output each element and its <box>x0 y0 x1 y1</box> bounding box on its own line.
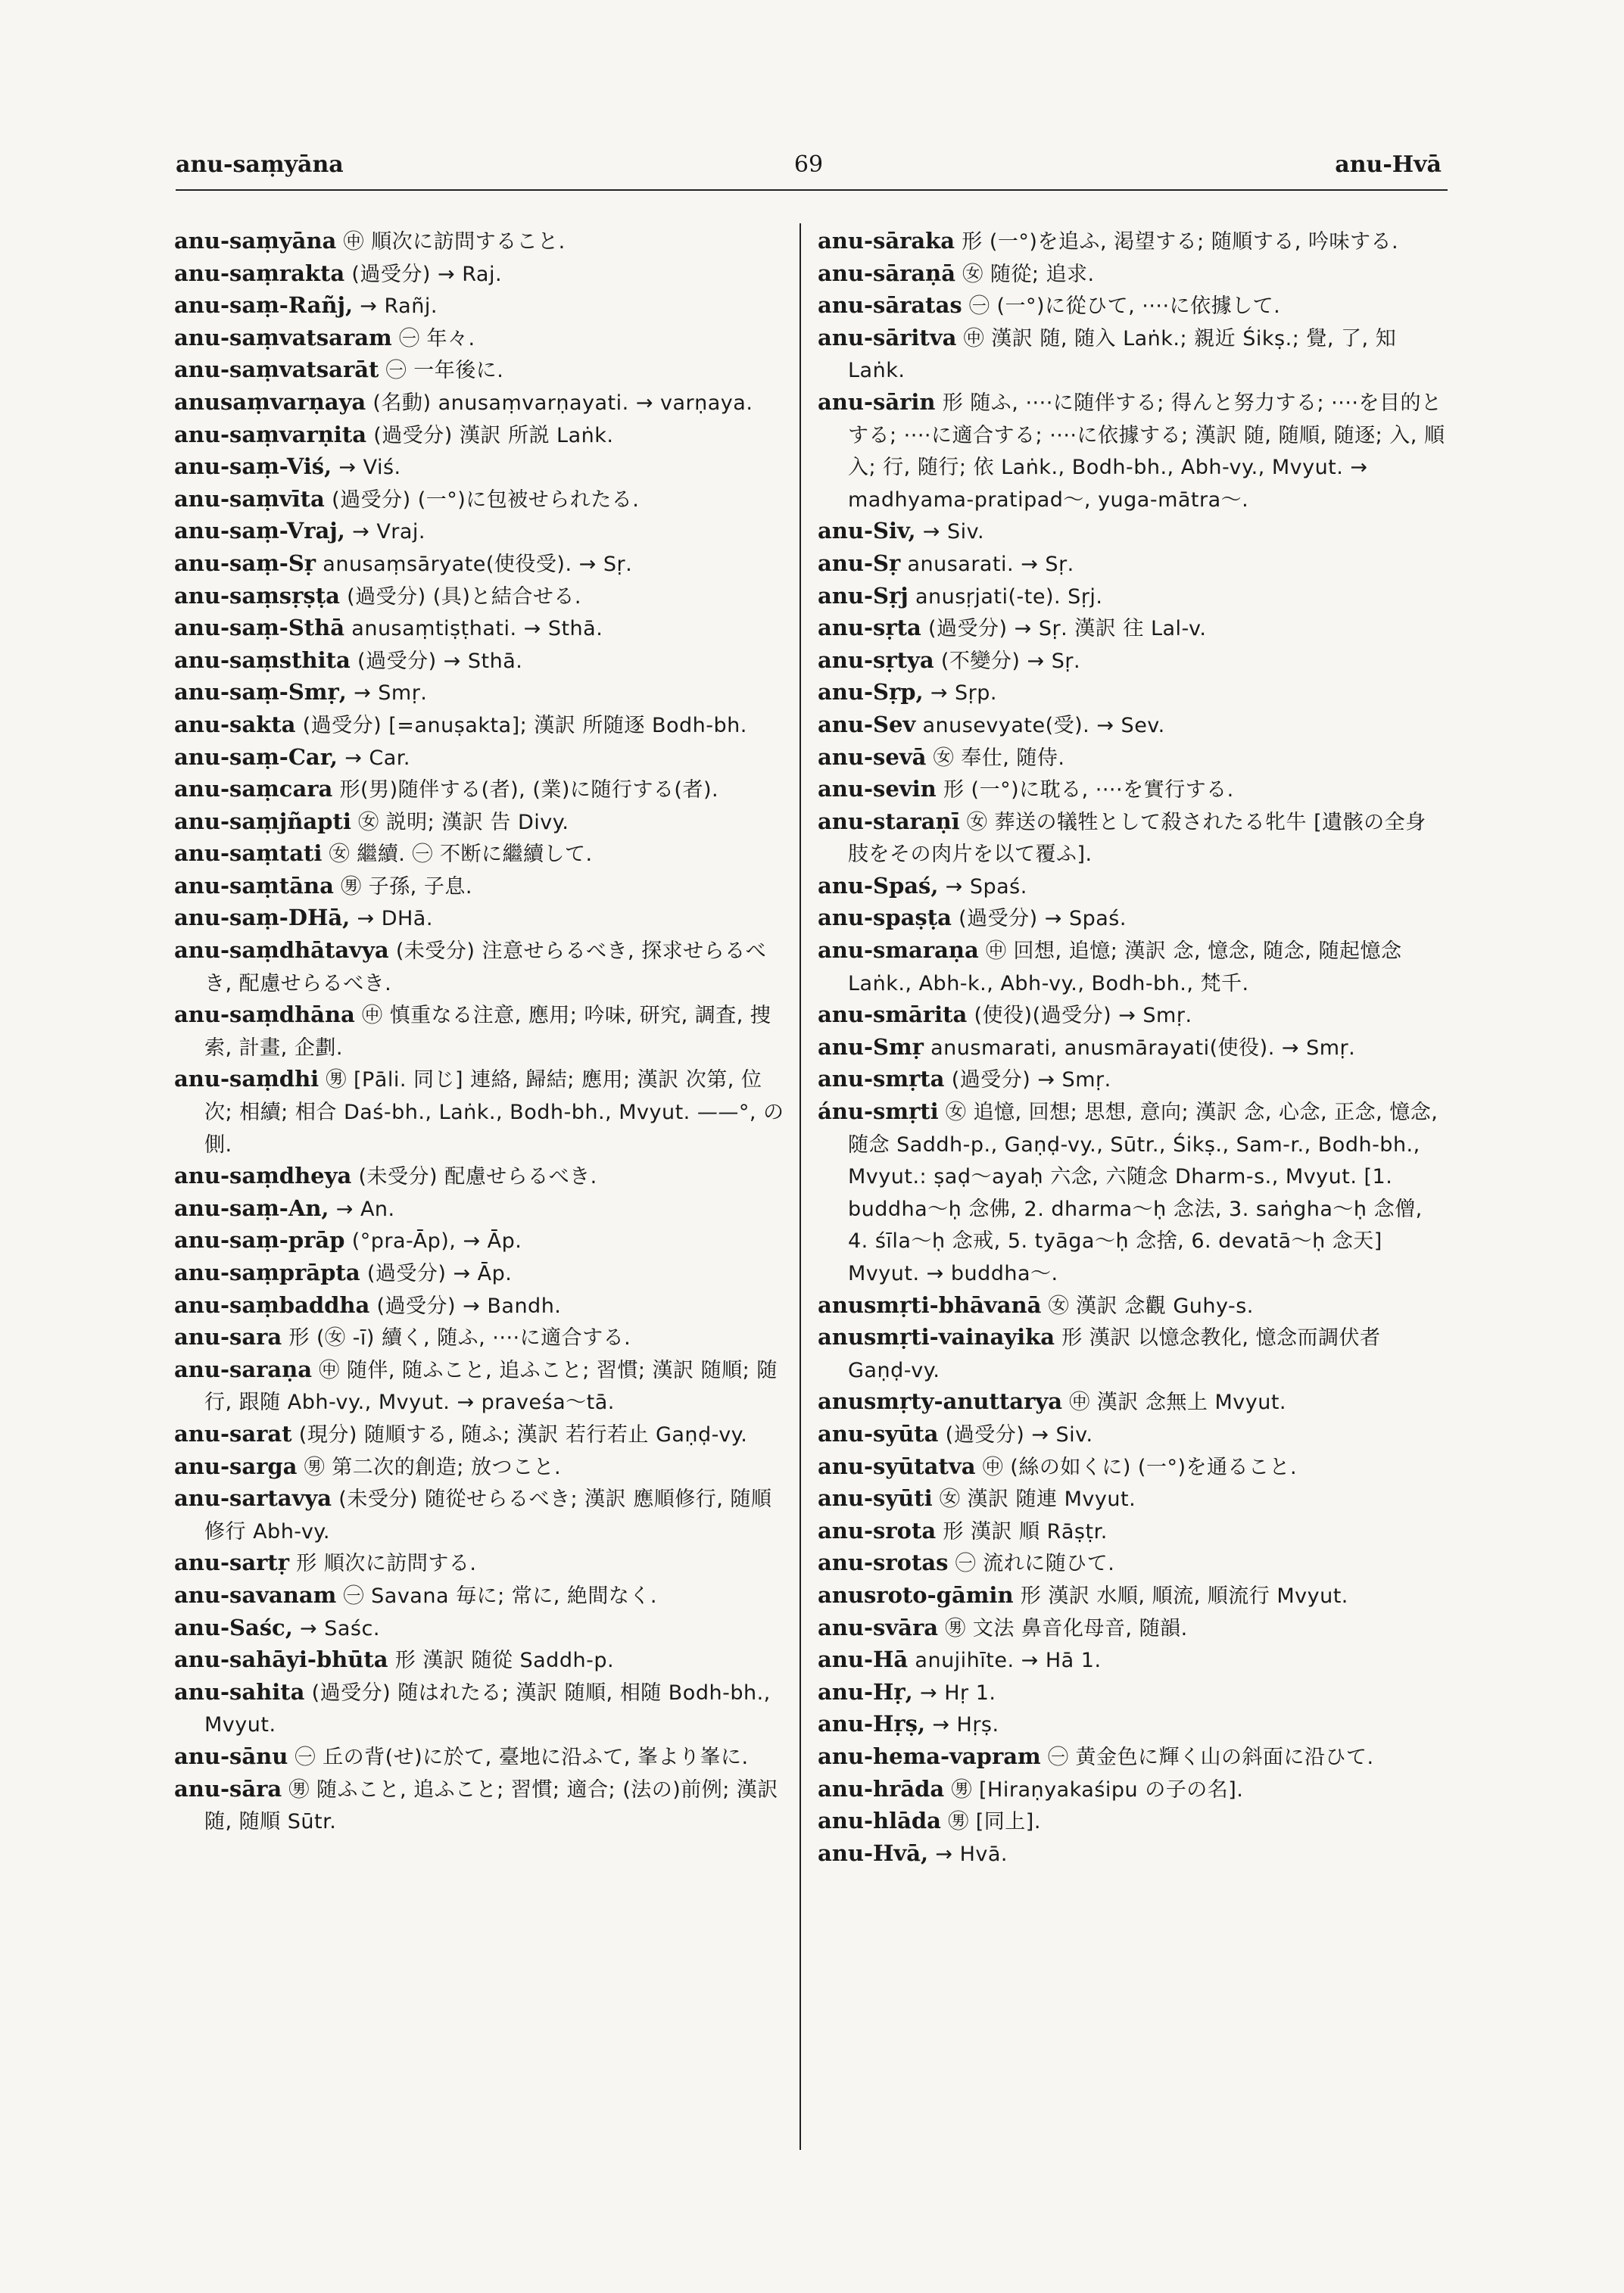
definition: → Spaś. <box>945 874 1027 899</box>
headword: anu-syūti <box>818 1485 933 1512</box>
headword: anu-sārin <box>818 388 936 415</box>
definition: → Vraj. <box>352 520 426 544</box>
definition: → Smṛ. <box>354 681 428 706</box>
dictionary-entry <box>818 1677 1446 1709</box>
dictionary-entry <box>174 451 787 484</box>
dictionary-entry <box>818 1838 1446 1871</box>
definition: ㊛ 追憶, 回想; 思想, 意向; 漢訳 念, 心念, 正念, 憶念, 随念 Saddh-p., Gaṇḍ-vy., Sūtr., Śikṣ., Sam-r., Bodh-bh., Mvyut.: ṣaḍ〜ayaḥ 六念, 六随念 Dharm-s., Mvyut. [1. buddha〜ḥ 念佛, 2. dharma〜ḥ 念法, 3. saṅgha〜ḥ 念僧, 4. śīla〜ḥ 念戒, 5. tyāga〜ḥ 念捨, 6. devatā〜ḥ 念天] Mvyut. → buddha〜. <box>848 1101 1439 1285</box>
definition: ㊥ 回想, 追憶; 漢訳 念, 憶念, 随念, 随起憶念 Laṅk., Abh-k., Abh-vy., Bodh-bh., 梵千. <box>848 939 1402 995</box>
headword: anu-hlāda <box>818 1808 941 1834</box>
dictionary-entry <box>174 1354 787 1419</box>
definition: anusaṃtiṣṭhati. → Sthā. <box>351 617 603 641</box>
dictionary-entry <box>174 387 787 419</box>
headword: anu-sevin <box>818 776 937 802</box>
definition: → Hṛ 1. <box>920 1681 996 1705</box>
definition: ㊛ 繼續. ㊀ 不断に繼續して. <box>329 843 593 867</box>
headword: anu-saṃvatsaram <box>174 324 392 350</box>
definition: 形 漢訳 以憶念教化, 憶念而調伏者 Gaṇḍ-vy. <box>848 1326 1381 1382</box>
headword: anu-sāraka <box>818 228 955 254</box>
headword: anu-saṃdhātavya <box>174 937 389 964</box>
dictionary-entry <box>174 1741 787 1774</box>
headword: anu-saṃjñapti <box>174 808 351 834</box>
definition: ㊀ 丘の背(せ)に於て, 臺地に沿ふて, 峯より峯に. <box>295 1745 749 1769</box>
dictionary-entry <box>174 1451 787 1484</box>
dictionary-entry <box>174 1257 787 1290</box>
definition: (過受分) (一°)に包被せられたる. <box>332 488 640 512</box>
headword: anu-saṃyāna <box>174 228 337 254</box>
headword: anu-sara <box>174 1324 282 1351</box>
dictionary-entry <box>818 742 1446 774</box>
dictionary-entry <box>818 806 1446 871</box>
headword: anu-sarga <box>174 1453 298 1479</box>
column-divider <box>800 223 801 2150</box>
headword: anu-smṛta <box>818 1066 945 1092</box>
dictionary-entry <box>174 1322 787 1354</box>
dictionary-entry <box>174 1419 787 1451</box>
headword: anu-smārita <box>818 1002 968 1028</box>
definition: ㊛ 漢訳 随連 Mvyut. <box>939 1488 1136 1512</box>
headword: anu-saṃcara <box>174 776 333 802</box>
definition: (過受分) → Sthā. <box>357 649 523 673</box>
dictionary-entry <box>174 612 787 645</box>
definition: (過受分) → Spaś. <box>959 907 1127 931</box>
headword: anu-spaṣṭa <box>818 905 952 931</box>
headword: anu-saṃ-DHā, <box>174 905 351 931</box>
dictionary-entry <box>818 902 1446 935</box>
definition: ㊚ [Hiraṇyakaśipu の子の名]. <box>951 1777 1244 1802</box>
dictionary-entry <box>818 774 1446 806</box>
definition: (過受分) → Āp. <box>366 1262 513 1285</box>
headword: anu-saṃrakta <box>174 260 345 286</box>
dictionary-entry <box>174 226 787 258</box>
dictionary-entry <box>818 1709 1446 1741</box>
headword: anu-sṛta <box>818 615 921 641</box>
dictionary-entry <box>174 871 787 903</box>
definition: ㊛ 随從; 追求. <box>962 262 1095 286</box>
headword: anu-Sev <box>818 711 916 737</box>
headword: anu-saṃvatsarāt <box>174 357 379 383</box>
headword: anu-svāra <box>818 1614 939 1640</box>
headword: anu-sartavya <box>174 1485 332 1512</box>
definition: → Viś. <box>338 456 401 480</box>
headword: anu-Sṛ <box>818 550 901 576</box>
headword: anu-saṃdhāna <box>174 1002 355 1028</box>
definition: ㊛ 漢訳 念觀 Guhy-s. <box>1048 1294 1254 1318</box>
headword: anu-saṃvīta <box>174 485 325 512</box>
definition: ㊛ 説明; 漢訳 告 Divy. <box>358 810 569 834</box>
dictionary-entry <box>818 1580 1446 1612</box>
dictionary-entry <box>174 1677 787 1741</box>
left-column <box>174 226 787 1838</box>
definition: ㊚ 随ふこと, 追ふこと; 習慣; 適合; (法の)前例; 漢訳 随, 随順 Sūtr. <box>204 1777 778 1834</box>
dictionary-entry <box>174 999 787 1064</box>
definition: ㊚ 文法 鼻音化母音, 随韻. <box>945 1616 1188 1640</box>
dictionary-entry <box>174 322 787 355</box>
definition: → Rañj. <box>360 294 438 319</box>
dictionary-entry <box>818 1419 1446 1451</box>
headword: anu-hema-vapram <box>818 1743 1041 1769</box>
headword: anu-srotas <box>818 1550 949 1576</box>
dictionary-entry <box>818 387 1446 516</box>
dictionary-entry <box>818 1064 1446 1096</box>
definition: ㊥ 漢訳 随, 随入 Laṅk.; 親近 Śikṣ.; 覺, 了, 知 Laṅk. <box>848 326 1397 383</box>
headword: anu-Sṛp, <box>818 679 924 706</box>
headword: anu-sāritva <box>818 324 957 350</box>
headword: anu-syūta <box>818 1420 939 1447</box>
headword: anu-sāraṇā <box>818 260 956 286</box>
definition: → Sṛp. <box>930 681 997 706</box>
definition: ㊀ Savana 毎に; 常に, 絶間なく. <box>343 1584 658 1608</box>
dictionary-entry <box>174 1612 787 1645</box>
definition: 形 (一°)を追ふ, 渇望する; 随順する, 吟味する. <box>962 230 1399 254</box>
dictionary-entry <box>174 1774 787 1838</box>
dictionary-entry <box>174 1193 787 1226</box>
headword: anu-saṃ-Viś, <box>174 453 332 480</box>
dictionary-entry <box>174 1064 787 1161</box>
dictionary-entry <box>174 484 787 516</box>
headword: anu-saṃdhi <box>174 1066 320 1092</box>
dictionary-entry <box>174 774 787 806</box>
dictionary-entry <box>818 1386 1446 1419</box>
dictionary-entry <box>818 1322 1446 1386</box>
headword: anusmṛti-vainayika <box>818 1324 1055 1351</box>
definition: 形(男)随伴する(者), (業)に随行する(者). <box>339 778 719 802</box>
dictionary-entry <box>174 258 787 291</box>
headword: anu-saraṇa <box>174 1356 313 1382</box>
definition: (過受分) → Smṛ. <box>951 1068 1111 1092</box>
dictionary-entry <box>818 581 1446 613</box>
definition: 形 (一°)に耽る, ····を實行する. <box>943 778 1234 802</box>
definition: anujihīte. → Hā 1. <box>915 1649 1102 1673</box>
definition: (名動) anusaṃvarṇayati. → varṇaya. <box>372 391 753 415</box>
definition: 形 順次に訪問する. <box>296 1552 477 1576</box>
dictionary-entry <box>818 1774 1446 1806</box>
headword: anu-saṃvarṇita <box>174 421 367 447</box>
definition: → An. <box>335 1197 395 1221</box>
headword: anu-smaraṇa <box>818 937 979 964</box>
dictionary-entry <box>174 645 787 678</box>
definition: 形 (㊛ -ī) 續く, 随ふ, ····に適合する. <box>288 1326 631 1351</box>
dictionary-entry <box>818 709 1446 742</box>
headword: anu-saṃ-Vraj, <box>174 518 345 544</box>
dictionary-entry <box>818 290 1446 322</box>
definition: (過受分) (具)と結合せる. <box>347 584 581 609</box>
definition: (過受分) [=anuṣakta]; 漢訳 所随逐 Bodh-bh. <box>302 713 747 737</box>
dictionary-entry <box>818 1547 1446 1580</box>
definition: (未受分) 随從せらるべき; 漢訳 應順修行, 随順修行 Abh-vy. <box>204 1488 772 1544</box>
dictionary-entry <box>174 1290 787 1323</box>
headword: anu-Saśc, <box>174 1614 293 1640</box>
definition: → Hṛṣ. <box>932 1713 999 1737</box>
dictionary-entry <box>818 1451 1446 1484</box>
definition: ㊛ 奉仕, 随侍. <box>933 746 1065 770</box>
headword: anu-saṃsthita <box>174 646 351 673</box>
definition: (未受分) 配慮せらるべき. <box>358 1165 597 1189</box>
definition: anusaṃsāryate(使役受). → Sṛ. <box>323 552 633 576</box>
dictionary-entry <box>818 516 1446 548</box>
dictionary-entry <box>818 935 1446 999</box>
dictionary-entry <box>174 548 787 581</box>
dictionary-entry <box>174 1580 787 1612</box>
definition: (現分) 随順する, 随ふ; 漢訳 若行若止 Gaṇḍ-vy. <box>298 1422 748 1447</box>
headword: anusmṛty-anuttarya <box>818 1388 1062 1415</box>
dictionary-entry <box>818 226 1446 258</box>
dictionary-entry <box>818 1805 1446 1838</box>
headword: anu-saṃ-Rañj, <box>174 292 354 319</box>
dictionary-entry <box>174 742 787 774</box>
definition: ㊥ 慎重なる注意, 應用; 吟味, 研究, 調査, 捜索, 計畫, 企劃. <box>204 1004 771 1060</box>
dictionary-entry <box>174 1225 787 1257</box>
headword: anu-sakta <box>174 711 296 737</box>
dictionary-entry <box>174 902 787 935</box>
dictionary-entry <box>818 258 1446 291</box>
headword: anu-sahāyi-bhūta <box>174 1647 388 1673</box>
definition: (過受分) → Siv. <box>945 1422 1093 1447</box>
headword: anu-saṃtati <box>174 840 323 867</box>
page-number: 69 <box>793 151 824 178</box>
definition: ㊀ 黄金色に輝く山の斜面に沿ひて. <box>1047 1745 1374 1769</box>
definition: → Siv. <box>922 520 985 544</box>
dictionary-entry <box>174 419 787 452</box>
definition: (過受分) → Bandh. <box>376 1294 562 1318</box>
definition: ㊥ 随伴, 随ふこと, 追ふこと; 習慣; 漢訳 随順; 随行, 跟随 Abh-vy., Mvyut. → praveśa〜tā. <box>204 1358 778 1415</box>
definition: 形 漢訳 水順, 順流, 順流行 Mvyut. <box>1020 1584 1348 1608</box>
headword: anu-saṃ-Sṛ <box>174 550 316 576</box>
headword: anu-saṃsṛṣṭa <box>174 582 340 609</box>
headword: anu-Hvā, <box>818 1840 929 1866</box>
dictionary-entry <box>174 1547 787 1580</box>
definition: → DHā. <box>357 907 433 931</box>
dictionary-entry <box>818 999 1446 1032</box>
dictionary-entry <box>174 290 787 322</box>
dictionary-entry <box>174 1644 787 1677</box>
headword: anu-saṃdheya <box>174 1163 352 1189</box>
definition: → Hvā. <box>935 1842 1008 1866</box>
headword: anu-sevā <box>818 743 927 770</box>
right-column <box>818 226 1446 1870</box>
definition: ㊚ [同上]. <box>948 1810 1041 1834</box>
dictionary-entry <box>818 871 1446 903</box>
definition: ㊥ (絲の如くに) (一°)を通ること. <box>982 1455 1298 1479</box>
definition: ㊀ 一年後に. <box>385 359 504 383</box>
definition: (使役)(過受分) → Smṛ. <box>974 1004 1192 1028</box>
headword: anu-Smṛ <box>818 1033 924 1060</box>
headword: anu-sarat <box>174 1420 292 1447</box>
dictionary-entry <box>174 1161 787 1193</box>
definition: ㊀ 年々. <box>398 326 475 350</box>
headword: anu-Sṛj <box>818 582 909 609</box>
dictionary-entry <box>818 1290 1446 1323</box>
dictionary-entry <box>174 677 787 709</box>
dictionary-entry <box>174 935 787 999</box>
dictionary-entry <box>818 1741 1446 1774</box>
headword: anu-saṃtāna <box>174 872 334 899</box>
definition: ㊚ 第二次的創造; 放つこと. <box>304 1455 562 1479</box>
definition: ㊚ [Pāli. 同じ] 連絡, 歸結; 應用; 漢訳 次第, 位次; 相續; 相合 Daś-bh., Laṅk., Bodh-bh., Mvyut. ——°, の側. <box>204 1068 784 1157</box>
definition: ㊚ 子孫, 子息. <box>341 874 472 899</box>
headword: anu-Spaś, <box>818 872 939 899</box>
definition: (過受分) → Raj. <box>351 262 503 286</box>
dictionary-entry <box>174 806 787 839</box>
headword: anu-Hṛṣ, <box>818 1711 926 1737</box>
headword: anusaṃvarṇaya <box>174 388 366 415</box>
dictionary-entry <box>818 677 1446 709</box>
definition: → Saśc. <box>300 1616 380 1640</box>
headword: anusmṛti-bhāvanā <box>818 1291 1042 1318</box>
dictionary-entry <box>174 838 787 871</box>
definition: (過受分) → Sṛ. 漢訳 往 Lal-v. <box>928 617 1207 641</box>
header-rule <box>176 189 1448 191</box>
headword: anu-sahita <box>174 1678 305 1705</box>
definition: ㊛ 葬送の犠牲として殺されたる牝牛 [遺骸の全身肢をその肉片を以て覆ふ]. <box>848 810 1426 867</box>
dictionary-entry <box>174 516 787 548</box>
dictionary-entry <box>174 581 787 613</box>
headword: anu-saṃ-Car, <box>174 743 338 770</box>
dictionary-entry <box>818 645 1446 678</box>
definition: (不變分) → Sṛ. <box>940 649 1081 673</box>
headword: anu-saṃ-Smṛ, <box>174 679 347 706</box>
headword: anu-syūtatva <box>818 1453 976 1479</box>
definition: 形 漢訳 随從 Saddh-p. <box>394 1649 615 1673</box>
definition: anusmarati, anusmārayati(使役). → Smṛ. <box>930 1036 1356 1060</box>
dictionary-entry <box>818 1644 1446 1677</box>
definition: ㊀ 流れに随ひて. <box>955 1552 1115 1576</box>
dictionary-entry <box>818 1483 1446 1516</box>
dictionary-entry <box>818 1096 1446 1290</box>
headword: anu-staraṇī <box>818 808 960 834</box>
definition: (°pra-Āp), → Āp. <box>351 1229 522 1254</box>
headword: anu-srota <box>818 1517 937 1544</box>
definition: anusṛjati(-te). Sṛj. <box>915 584 1103 609</box>
headword: anu-Hṛ, <box>818 1678 913 1705</box>
headword: ánu-smṛti <box>818 1098 939 1125</box>
headword: anu-saṃ-prāp <box>174 1227 345 1254</box>
headword: anu-saṃ-An, <box>174 1195 329 1221</box>
headword: anu-sṛtya <box>818 646 934 673</box>
definition: 形 漢訳 順 Rāṣṭr. <box>943 1519 1108 1544</box>
headword: anu-sāratas <box>818 292 962 319</box>
definition: ㊀ (一°)に從ひて, ····に依據して. <box>968 294 1281 319</box>
headword: anu-saṃprāpta <box>174 1260 360 1285</box>
dictionary-entry <box>818 612 1446 645</box>
headword: anu-sartṛ <box>174 1550 290 1576</box>
dictionary-entry <box>174 709 787 742</box>
left-running-head: anu-saṃyāna <box>176 151 344 178</box>
dictionary-entry <box>818 548 1446 581</box>
dictionary-entry <box>818 322 1446 387</box>
definition: anusevyate(受). → Sev. <box>922 713 1165 737</box>
headword: anu-sānu <box>174 1743 288 1769</box>
definition: (未受分) 注意せらるべき, 探求せらるべき, 配慮せらるべき. <box>204 939 767 995</box>
headword: anu-Siv, <box>818 518 916 544</box>
dictionary-entry <box>174 354 787 387</box>
dictionary-entry <box>818 1612 1446 1645</box>
definition: (過受分) 漢訳 所説 Laṅk. <box>373 423 614 447</box>
headword: anu-saṃbaddha <box>174 1291 370 1318</box>
headword: anu-sāra <box>174 1775 282 1802</box>
dictionary-entry <box>818 1032 1446 1064</box>
definition: anusarati. → Sṛ. <box>907 552 1074 576</box>
right-running-head: anu-Hvā <box>1335 151 1442 178</box>
definition: (過受分) 随はれたる; 漢訳 随順, 相随 Bodh-bh., Mvyut. <box>204 1681 771 1737</box>
dictionary-entry <box>818 1516 1446 1548</box>
headword: anu-Hā <box>818 1647 909 1673</box>
definition: ㊥ 順次に訪問すること. <box>343 230 566 254</box>
dictionary-entry <box>174 1483 787 1547</box>
headword: anu-saṃ-Sthā <box>174 615 345 641</box>
definition: 形 随ふ, ····に随伴する; 得んと努力する; ····を目的とする; ····に適合する; ····に依據する; 漢訳 随, 随順, 随逐; 入, 順入; 行, 随行; 依 Laṅk., Bodh-bh., Abh-vy., Mvyut. → madhyama-pratipad〜, yuga-mātra〜. <box>848 391 1445 512</box>
headword: anu-hrāda <box>818 1775 945 1802</box>
headword: anusroto-gāmin <box>818 1581 1014 1608</box>
definition: ㊥ 漢訳 念無上 Mvyut. <box>1069 1391 1286 1415</box>
headword: anu-savanam <box>174 1581 337 1608</box>
definition: → Car. <box>344 746 411 770</box>
